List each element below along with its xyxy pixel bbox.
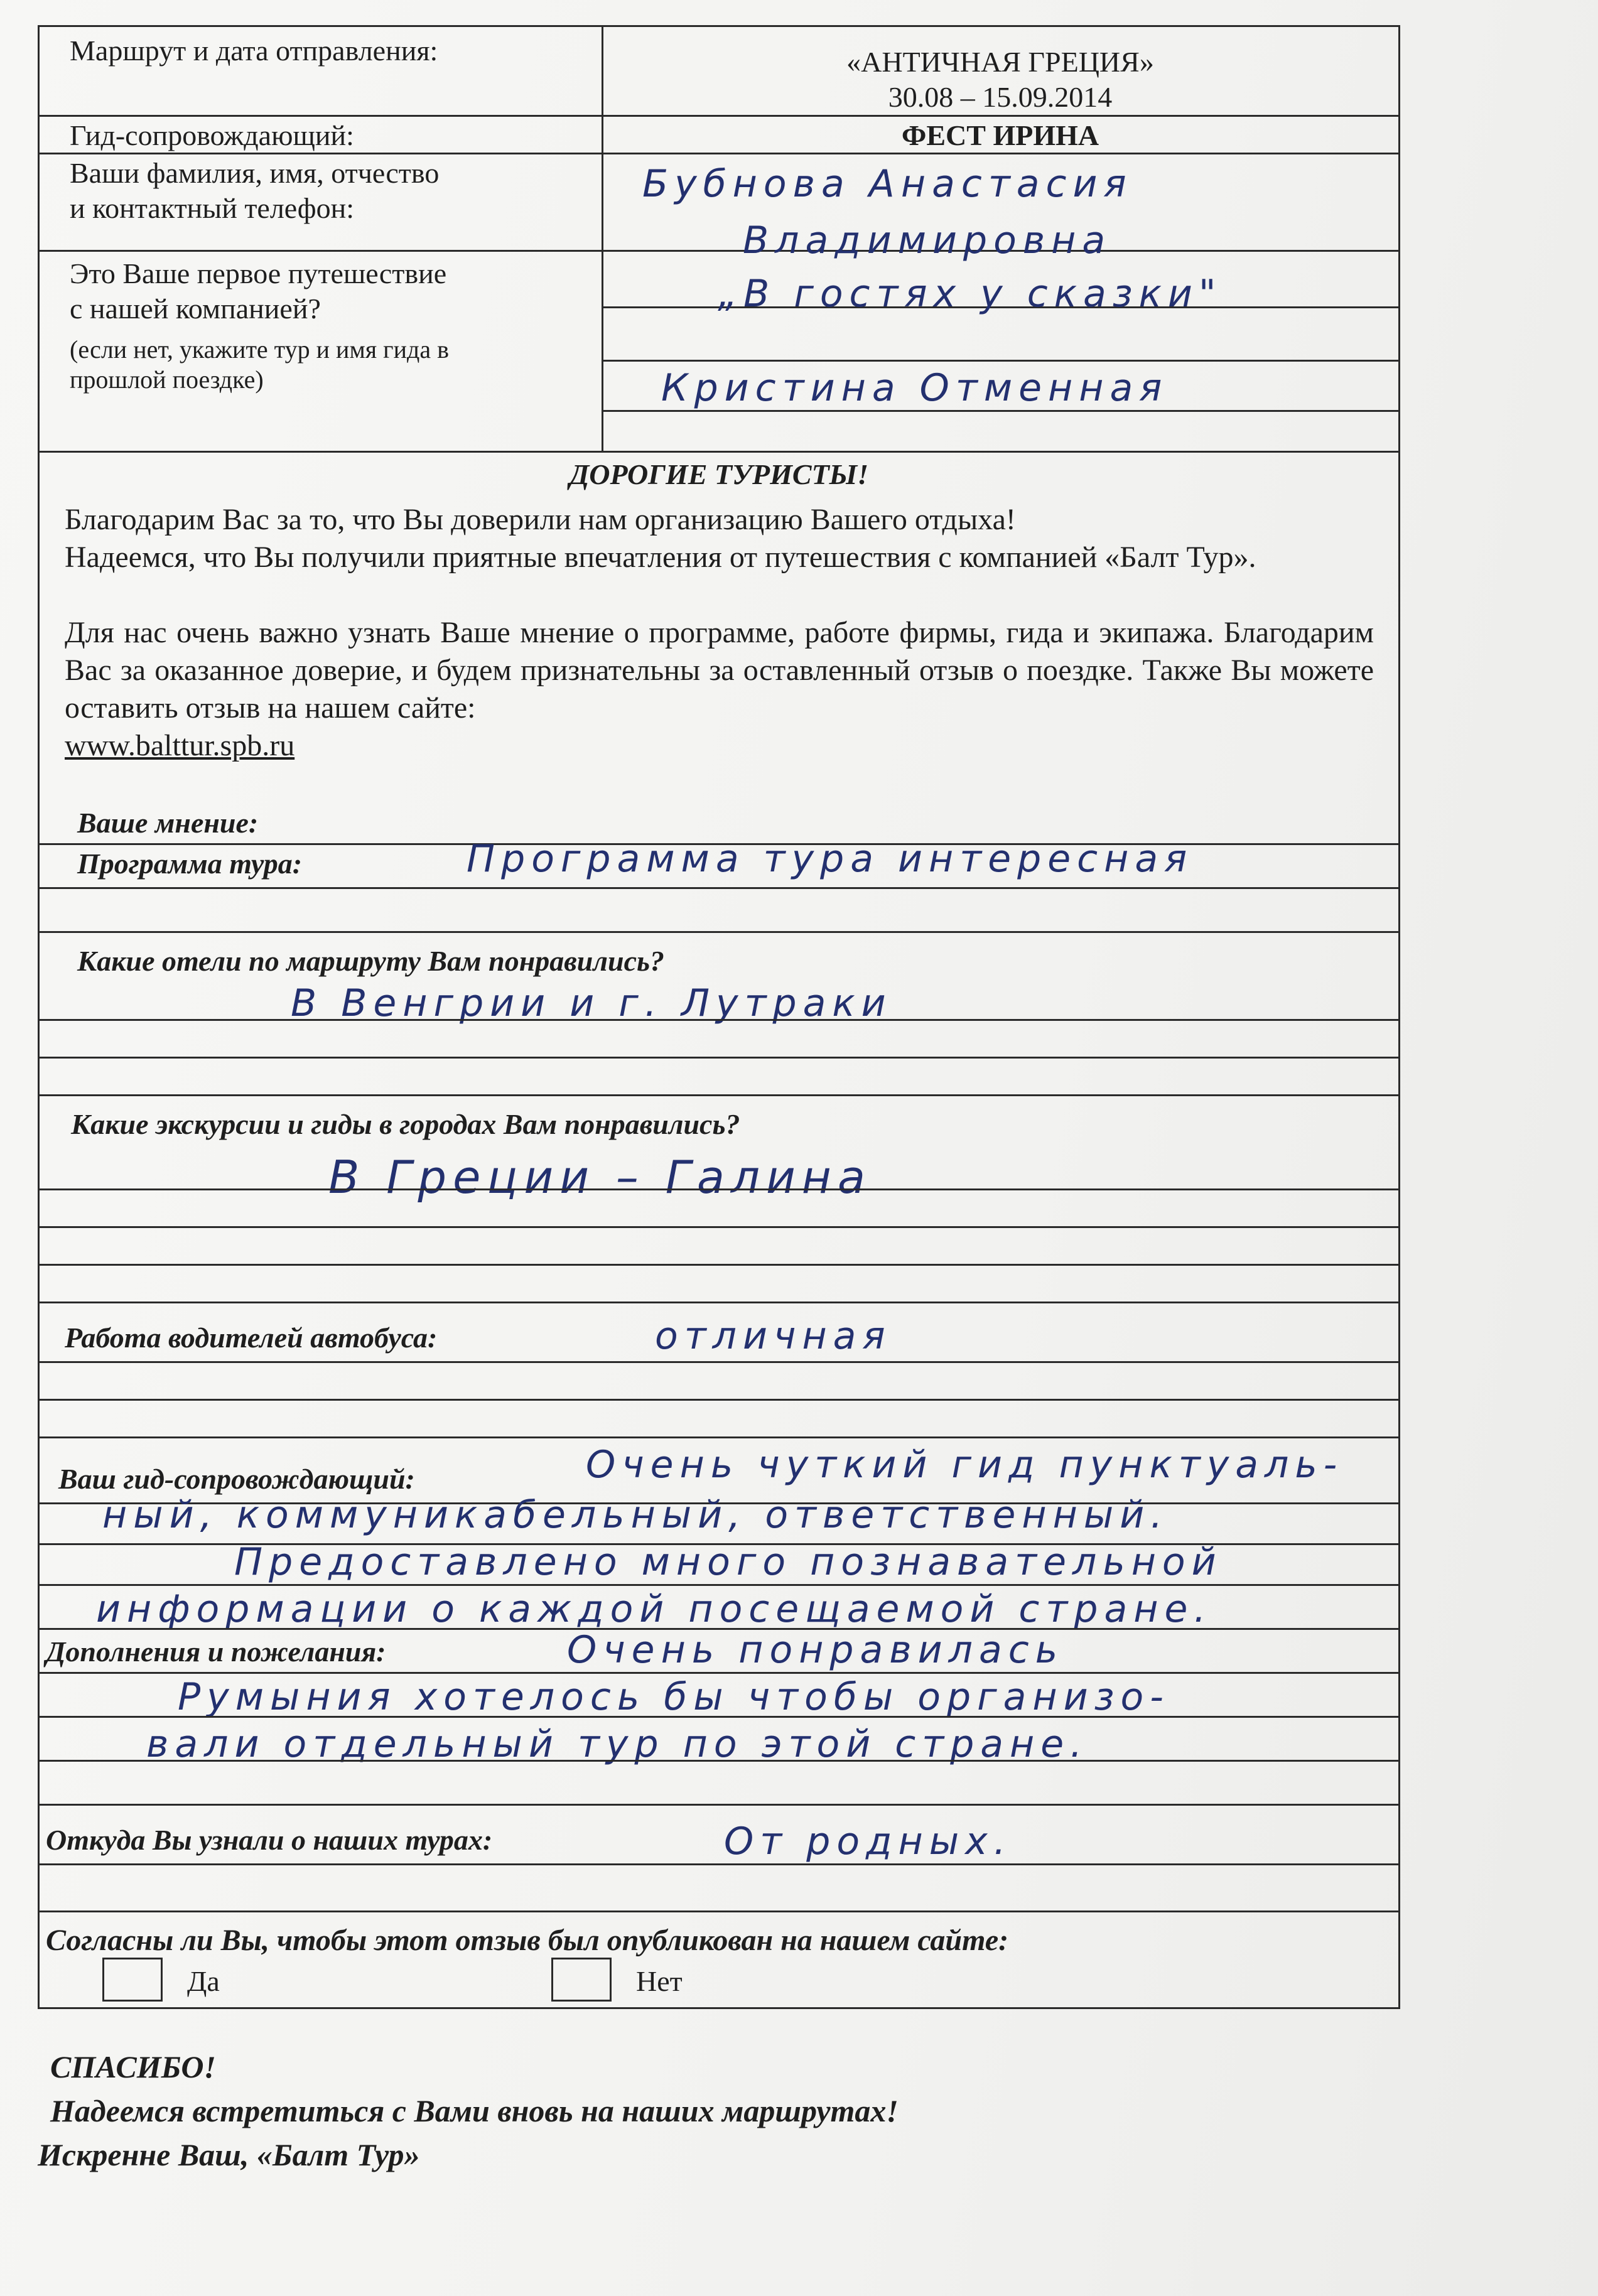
first-trip-note-line1: (если нет, укажите тур и имя гида в	[70, 335, 449, 364]
excursions-label: Какие экскурсии и гиды в городах Вам понравились?	[71, 1108, 740, 1140]
drivers-handwritten: отличная	[655, 1314, 892, 1358]
consent-label: Согласны ли Вы, чтобы этот отзыв был опубликован на нашем сайте:	[46, 1924, 1009, 1957]
previous-tour-handwritten: „В гостях у сказки"	[718, 272, 1223, 316]
source-label: Откуда Вы узнали о наших турах:	[46, 1824, 493, 1856]
guide-review-handwritten-2: ный, коммуникабельный, ответственный.	[102, 1493, 1169, 1537]
first-trip-label-line2: с нашей компанией?	[70, 293, 321, 325]
name-handwritten-2: Владимировна	[743, 218, 1112, 262]
site-link[interactable]: www.balttur.spb.ru	[65, 729, 295, 762]
guide-review-label: Ваш гид-сопровождающий:	[58, 1463, 415, 1495]
program-label: Программа тура:	[77, 848, 303, 880]
program-handwritten: Программа тура интересная	[467, 837, 1194, 881]
hotels-label: Какие отели по маршруту Вам понравились?	[77, 945, 665, 977]
header-column-divider	[602, 27, 603, 451]
intro-paragraph-3: Для нас очень важно узнать Ваше мнение о программе, работе фирмы, гида и экипажа. Благодарим Вас за оказанное доверие, и будем признательны за оставленный отзыв о поездке. Также Вы можете оставить отзыв на нашем сайте:	[65, 616, 1374, 725]
guide-name: ФЕСТ ИРИНА	[901, 119, 1099, 151]
previous-guide-handwritten: Кристина Отменная	[661, 366, 1169, 410]
consent-yes-label: Да	[187, 1965, 220, 1997]
route-dates: 30.08 – 15.09.2014	[888, 81, 1113, 113]
route-name: «АНТИЧНАЯ ГРЕЦИЯ»	[846, 46, 1154, 78]
intro-title: ДОРОГИЕ ТУРИСТЫ!	[569, 458, 869, 490]
feedback-form	[38, 25, 1400, 2009]
first-trip-note-line2: прошлой поездке)	[70, 365, 264, 394]
hotels-handwritten: В Венгрии и г. Лутраки	[291, 981, 892, 1025]
guide-review-handwritten-4: информации о каждой посещаемой стране.	[96, 1587, 1212, 1631]
name-label-line1: Ваши фамилия, имя, отчество	[70, 157, 440, 189]
footer-hope: Надеемся встретиться с Вами вновь на наших маршрутах!	[50, 2093, 899, 2128]
footer-signature: Искренне Ваш, «Балт Тур»	[38, 2137, 420, 2172]
guide-review-handwritten-3: Предоставлено много познавательной	[234, 1540, 1223, 1584]
consent-no-label: Нет	[636, 1965, 683, 1997]
guide-review-handwritten-1: Очень чуткий гид пунктуаль-	[586, 1443, 1344, 1487]
additions-handwritten-2: Румыния хотелось бы чтобы организо-	[178, 1675, 1170, 1719]
excursions-handwritten: В Греции – Галина	[328, 1151, 872, 1204]
opinion-heading: Ваше мнение:	[77, 807, 259, 839]
additions-handwritten-1: Очень понравилась	[567, 1628, 1064, 1672]
name-label-line2: и контактный телефон:	[70, 192, 354, 224]
route-label: Маршрут и дата отправления:	[70, 35, 438, 67]
consent-yes-checkbox[interactable]	[102, 1958, 163, 2002]
additions-handwritten-3: вали отдельный тур по этой стране.	[146, 1722, 1089, 1766]
drivers-label: Работа водителей автобуса:	[65, 1322, 438, 1354]
guide-label: Гид-сопровождающий:	[70, 119, 354, 151]
name-handwritten-1: Бубнова Анастасия	[642, 162, 1133, 206]
first-trip-label-line1: Это Ваше первое путешествие	[70, 257, 447, 289]
source-handwritten: От родных.	[724, 1819, 1012, 1863]
intro-paragraph-2: Надеемся, что Вы получили приятные впечатления от путешествия с компанией «Балт Тур».	[65, 541, 1256, 574]
intro-paragraph-1: Благодарим Вас за то, что Вы доверили нам организацию Вашего отдыха!	[65, 503, 1016, 536]
footer-thanks: СПАСИБО!	[50, 2049, 216, 2084]
consent-no-checkbox[interactable]	[551, 1958, 612, 2002]
additions-label: Дополнения и пожелания:	[46, 1636, 386, 1668]
